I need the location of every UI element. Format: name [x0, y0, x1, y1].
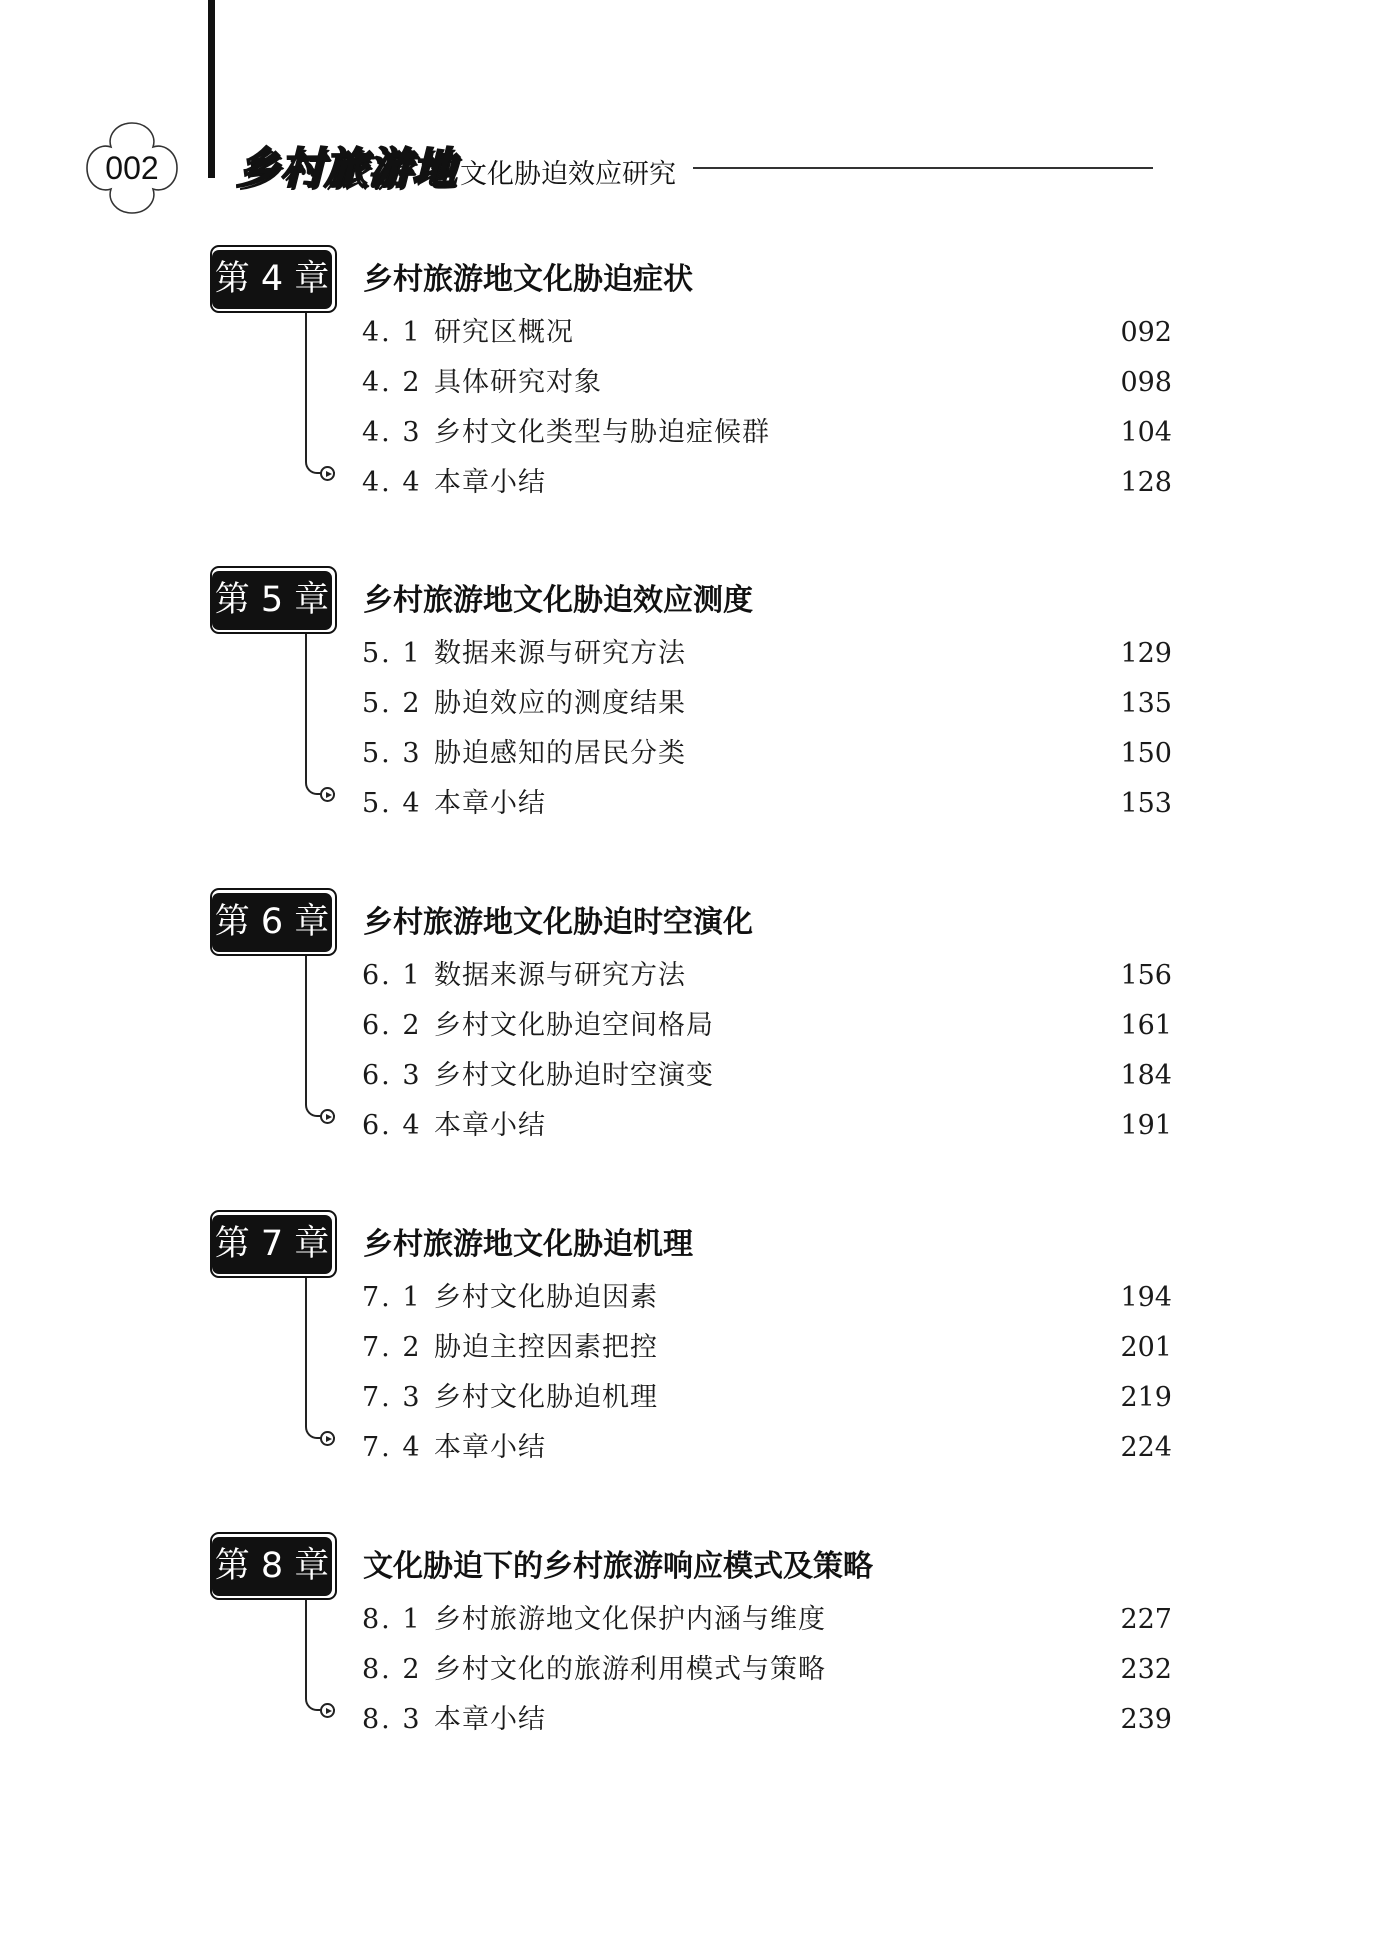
- header-vertical-bar: [208, 0, 215, 178]
- section-page: 128: [1120, 467, 1172, 498]
- section-number: 7. 4: [362, 1432, 422, 1463]
- section-number: 6. 4: [362, 1110, 422, 1141]
- section-page: 184: [1120, 1060, 1172, 1091]
- section-number: 4. 1: [362, 317, 422, 348]
- section-page: 129: [1120, 638, 1172, 669]
- section-page: 239: [1120, 1704, 1172, 1735]
- section-number: 7. 2: [362, 1332, 422, 1363]
- section-page: 135: [1120, 688, 1172, 719]
- toc-entry[interactable]: [362, 1056, 1172, 1096]
- section-number: 7. 3: [362, 1382, 422, 1413]
- arrow-bullet-icon: [320, 466, 335, 481]
- chapter-block: [210, 566, 1170, 826]
- chapter-block: [210, 245, 1170, 505]
- section-number: 8. 2: [362, 1654, 422, 1685]
- section-number: 4. 3: [362, 417, 422, 448]
- running-header: [236, 135, 676, 196]
- chapter-bracket: [305, 956, 335, 1117]
- section-number: 8. 1: [362, 1604, 422, 1635]
- section-number: 8. 3: [362, 1704, 422, 1735]
- toc-entry[interactable]: [362, 363, 1172, 403]
- toc-entry[interactable]: [362, 1328, 1172, 1368]
- section-title: 乡村文化胁迫空间格局: [434, 1010, 714, 1041]
- section-page: 219: [1120, 1382, 1172, 1413]
- toc-entry[interactable]: [362, 313, 1172, 353]
- toc-entry[interactable]: [362, 1600, 1172, 1640]
- section-title: 胁迫感知的居民分类: [434, 738, 686, 769]
- chapter-title[interactable]: 乡村旅游地文化胁迫效应测度: [363, 583, 753, 618]
- section-page: 201: [1120, 1332, 1172, 1363]
- toc-entry[interactable]: [362, 734, 1172, 774]
- arrow-bullet-icon: [320, 1109, 335, 1124]
- toc-entry[interactable]: [362, 956, 1172, 996]
- chapter-block: [210, 888, 1170, 1148]
- section-page: 232: [1120, 1654, 1172, 1685]
- toc-entry[interactable]: [362, 463, 1172, 503]
- section-number: 6. 2: [362, 1010, 422, 1041]
- toc-entry[interactable]: [362, 1700, 1172, 1740]
- chapter-badge: 第 8 章: [212, 1537, 332, 1596]
- chapter-badge: 第 5 章: [212, 571, 332, 630]
- chapter-title[interactable]: 乡村旅游地文化胁迫症状: [363, 262, 693, 297]
- section-title: 乡村文化胁迫时空演变: [434, 1060, 714, 1091]
- toc-entry[interactable]: [362, 1278, 1172, 1318]
- section-number: 5. 2: [362, 688, 422, 719]
- toc-entry[interactable]: [362, 634, 1172, 674]
- section-page: 156: [1120, 960, 1172, 991]
- section-title: 乡村文化类型与胁迫症候群: [434, 417, 770, 448]
- section-number: 4. 2: [362, 367, 422, 398]
- section-title: 乡村文化的旅游利用模式与策略: [434, 1654, 826, 1685]
- chapter-badge: 第 4 章: [212, 250, 332, 309]
- section-title: 研究区概况: [434, 317, 574, 348]
- section-number: 6. 1: [362, 960, 422, 991]
- chapter-bracket: [305, 1600, 335, 1711]
- section-number: 5. 3: [362, 738, 422, 769]
- section-title: 本章小结: [434, 1110, 546, 1141]
- toc-entry[interactable]: [362, 684, 1172, 724]
- section-page: 150: [1120, 738, 1172, 769]
- chapter-block: [210, 1532, 1170, 1742]
- chapter-bracket: [305, 1278, 335, 1439]
- section-title: 胁迫效应的测度结果: [434, 688, 686, 719]
- section-title: 本章小结: [434, 467, 546, 498]
- toc-entry[interactable]: [362, 1650, 1172, 1690]
- section-title: 本章小结: [434, 788, 546, 819]
- section-page: 191: [1120, 1110, 1172, 1141]
- section-page: 104: [1120, 417, 1172, 448]
- section-page: 161: [1120, 1010, 1172, 1041]
- header-rule: [693, 167, 1153, 169]
- chapter-title[interactable]: 乡村旅游地文化胁迫机理: [363, 1227, 693, 1262]
- section-title: 本章小结: [434, 1704, 546, 1735]
- chapter-badge: 第 7 章: [212, 1215, 332, 1274]
- section-title: 具体研究对象: [434, 367, 602, 398]
- arrow-bullet-icon: [320, 1703, 335, 1718]
- chapter-badge: 第 6 章: [212, 893, 332, 952]
- toc-entry[interactable]: [362, 1006, 1172, 1046]
- section-title: 数据来源与研究方法: [434, 960, 686, 991]
- chapter-title[interactable]: 乡村旅游地文化胁迫时空演化: [363, 905, 753, 940]
- chapter-title[interactable]: 文化胁迫下的乡村旅游响应模式及策略: [363, 1549, 873, 1584]
- chapter-block: [210, 1210, 1170, 1470]
- section-title: 乡村文化胁迫机理: [434, 1382, 658, 1413]
- section-title: 数据来源与研究方法: [434, 638, 686, 669]
- section-page: 194: [1120, 1282, 1172, 1313]
- chapter-bracket: [305, 634, 335, 795]
- section-title: 乡村文化胁迫因素: [434, 1282, 658, 1313]
- section-number: 5. 1: [362, 638, 422, 669]
- section-number: 4. 4: [362, 467, 422, 498]
- section-number: 7. 1: [362, 1282, 422, 1313]
- section-title: 乡村旅游地文化保护内涵与维度: [434, 1604, 826, 1635]
- section-page: 098: [1120, 367, 1172, 398]
- toc-entry[interactable]: [362, 784, 1172, 824]
- toc-entry[interactable]: [362, 1378, 1172, 1418]
- page-number: 002: [105, 150, 159, 186]
- book-title-main: 乡村旅游地: [236, 144, 456, 194]
- section-page: 227: [1120, 1604, 1172, 1635]
- section-title: 本章小结: [434, 1432, 546, 1463]
- section-number: 6. 3: [362, 1060, 422, 1091]
- arrow-bullet-icon: [320, 787, 335, 802]
- toc-entry[interactable]: [362, 413, 1172, 453]
- toc-entry[interactable]: [362, 1106, 1172, 1146]
- section-page: 224: [1120, 1432, 1172, 1463]
- section-page: 092: [1120, 317, 1172, 348]
- page-number-badge: [81, 117, 183, 219]
- arrow-bullet-icon: [320, 1431, 335, 1446]
- chapter-bracket: [305, 313, 335, 474]
- book-title-sub: 文化胁迫效应研究: [460, 159, 676, 190]
- section-number: 5. 4: [362, 788, 422, 819]
- section-title: 胁迫主控因素把控: [434, 1332, 658, 1363]
- toc-entry[interactable]: [362, 1428, 1172, 1468]
- section-page: 153: [1120, 788, 1172, 819]
